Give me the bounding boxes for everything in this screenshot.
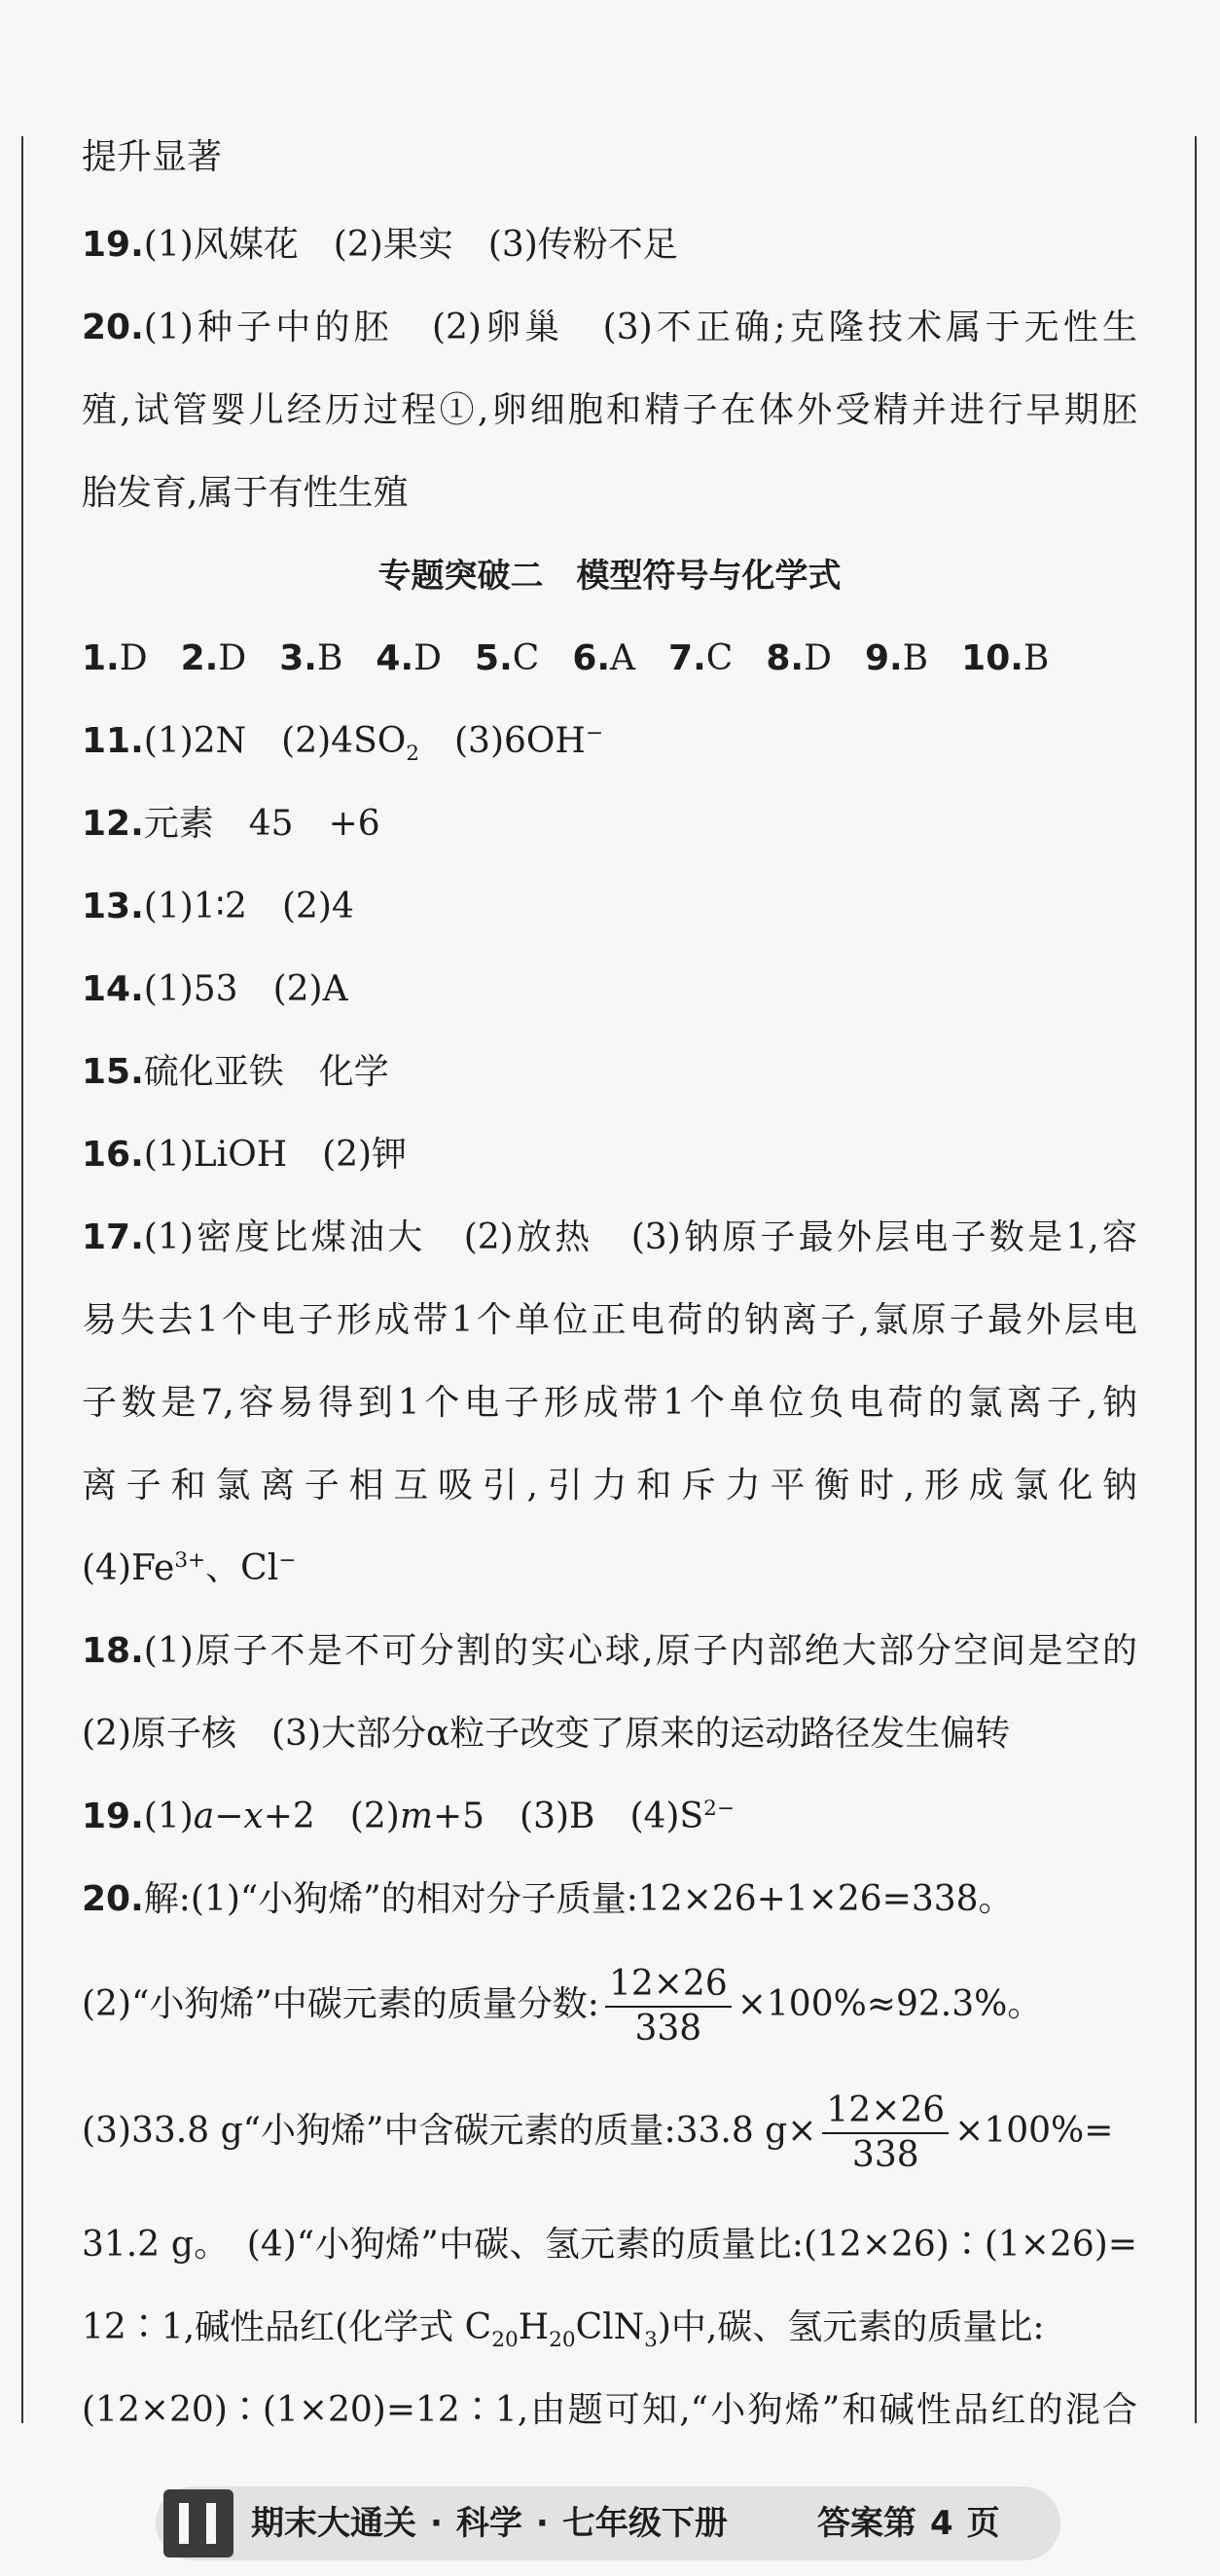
mcq-item xyxy=(668,638,733,678)
variable: x xyxy=(243,1796,264,1836)
subscript: 20 xyxy=(549,2328,576,2353)
answer-17-line1 xyxy=(82,1216,1137,1259)
mcq-item xyxy=(181,638,247,678)
question-number: 16. xyxy=(82,1135,144,1175)
question-number: 7. xyxy=(668,638,706,678)
answer-11 xyxy=(82,720,1137,767)
answer-text: (4)Fe xyxy=(82,1548,175,1588)
answer-20-line3: 胎发育,属于有性生殖 xyxy=(82,473,409,513)
answer-17-line2: 易失去1个电子形成带1个单位正电荷的钠离子,氯原子最外层电 xyxy=(82,1300,1137,1340)
question-number: 8. xyxy=(766,638,805,678)
question-number: 10. xyxy=(961,638,1023,678)
answer-18-line2: (2)原子核 (3)大部分α粒子改变了原来的运动路径发生偏转 xyxy=(82,1714,1011,1754)
footer-book-title xyxy=(251,2499,728,2548)
footer-subject: 科学 xyxy=(455,2504,522,2543)
answer-text: (1)风媒花 (2)果实 (3)传粉不足 xyxy=(143,225,678,265)
mcq-answer: A xyxy=(610,638,636,678)
subscript: 20 xyxy=(491,2328,519,2353)
question-number: 13. xyxy=(82,887,144,926)
mcq-answer: B xyxy=(316,638,343,678)
mcq-answer: B xyxy=(1023,638,1050,678)
answer-text: (3)33.8 g“小狗烯”中含碳元素的质量:33.8 g× xyxy=(82,2111,817,2151)
fraction-denominator: 338 xyxy=(634,2009,702,2049)
answer-20-calc-line1 xyxy=(82,1878,1137,1921)
question-number: 5. xyxy=(475,638,513,678)
question-number: 6. xyxy=(572,638,611,678)
question-number: 20. xyxy=(82,1879,144,1919)
answer-14 xyxy=(82,968,1137,1011)
answer-text: (1)53 (2)A xyxy=(143,969,348,1009)
page-number: 4 xyxy=(930,2504,953,2543)
question-number: 9. xyxy=(864,638,903,678)
answer-text: )中,碳、氢元素的质量比: xyxy=(657,2307,1045,2347)
mcq-answer: D xyxy=(218,638,247,678)
answer-text: +2 (2) xyxy=(263,1796,400,1836)
mcq-item xyxy=(572,638,635,678)
answer-19-biology xyxy=(82,224,1137,267)
answer-text: ×100%≈92.3%。 xyxy=(736,1984,1043,2024)
mcq-answer: C xyxy=(512,638,540,678)
question-number: 4. xyxy=(376,638,414,678)
answer-text: (3)6OH xyxy=(419,721,586,761)
mcq-answer: C xyxy=(705,638,734,678)
answer-20-calc-line4: 31.2 g。 (4)“小狗烯”中碳、氢元素的质量比:(12×26)∶(1×26)= xyxy=(82,2225,1137,2265)
answer-text: 12∶1,碱性品红(化学式 C xyxy=(82,2307,492,2347)
answer-text: (1)密度比煤油大 (2)放热 (3)钠原子最外层电子数是1,容 xyxy=(143,1217,1137,1257)
page-label: 答案第 xyxy=(817,2504,916,2543)
superscript: − xyxy=(585,721,603,745)
answer-text: ClN xyxy=(575,2307,645,2347)
mcq-item xyxy=(865,638,928,678)
mcq-item xyxy=(376,638,442,678)
footer-page-number xyxy=(817,2499,1014,2548)
variable: m xyxy=(399,1796,433,1836)
subscript: 2 xyxy=(406,742,420,767)
fraction-numerator: 12×26 xyxy=(605,1965,732,2008)
footer-separator: · xyxy=(535,2504,549,2543)
answer-16 xyxy=(82,1134,1137,1177)
fraction xyxy=(605,1965,732,2049)
fraction-denominator: 338 xyxy=(851,2135,919,2175)
answer-20-calc-line5 xyxy=(82,2306,1137,2353)
question-number: 2. xyxy=(180,638,219,678)
answer-20-calc-line6: (12×20)∶(1×20)=12∶1,由题可知,“小狗烯”和碱性品红的混合 xyxy=(82,2390,1137,2430)
mcq-answer: D xyxy=(413,638,443,678)
question-number: 15. xyxy=(82,1052,144,1092)
answer-17-line4: 离子和氯离子相互吸引,引力和斥力平衡时,形成氯化钠 xyxy=(82,1466,1137,1506)
question-number: 19. xyxy=(82,225,144,265)
subscript: 3 xyxy=(644,2328,658,2353)
question-number: 17. xyxy=(82,1217,144,1257)
answer-15 xyxy=(82,1051,1137,1094)
mcq-answer: D xyxy=(804,638,832,678)
answer-text: (1)2N (2)4SO xyxy=(143,721,407,761)
answer-20-calc-line2 xyxy=(82,1961,1137,2049)
answer-20-calc-line3 xyxy=(82,2087,1137,2175)
variable: a xyxy=(193,1796,215,1836)
left-border-line xyxy=(21,136,23,2423)
question-number: 14. xyxy=(82,969,144,1009)
answer-text: (1)1∶2 (2)4 xyxy=(143,887,354,926)
question-number: 18. xyxy=(82,1631,144,1671)
fraction-numerator: 12×26 xyxy=(822,2091,949,2134)
footer-separator: · xyxy=(430,2504,443,2543)
right-border-line xyxy=(1195,136,1197,2423)
answer-18-line1 xyxy=(82,1630,1137,1673)
answer-text: +5 (3)B (4)S xyxy=(432,1796,704,1836)
page-suffix: 页 xyxy=(966,2504,1000,2543)
footer-grade: 七年级下册 xyxy=(561,2504,728,2543)
answer-text: 元素 45 +6 xyxy=(143,804,380,844)
mcq-answers xyxy=(82,637,1137,680)
superscript: 2− xyxy=(703,1796,735,1821)
section-title: 专题突破二 模型符号与化学式 xyxy=(377,557,842,596)
answer-19-chem xyxy=(82,1796,1137,1838)
mcq-item xyxy=(82,638,148,678)
answer-12 xyxy=(82,803,1137,846)
answer-text: (1)LiOH (2)钾 xyxy=(143,1135,408,1175)
superscript: 3+ xyxy=(174,1548,206,1573)
mcq-item xyxy=(961,638,1049,678)
question-number: 3. xyxy=(279,638,317,678)
question-number: 19. xyxy=(82,1796,144,1836)
superscript: − xyxy=(278,1548,297,1573)
fraction xyxy=(822,2091,949,2175)
answer-text: ×100%= xyxy=(954,2111,1114,2151)
answer-13 xyxy=(82,886,1137,928)
answer-20-line2: 殖,试管婴儿经历过程①,卵细胞和精子在体外受精并进行早期胚 xyxy=(82,390,1137,430)
mcq-item xyxy=(279,638,342,678)
question-number: 20. xyxy=(82,308,144,347)
answer-text: 、Cl xyxy=(205,1548,279,1588)
answer-20-line1 xyxy=(82,307,1137,349)
brand-logo-icon xyxy=(163,2489,233,2558)
mcq-item xyxy=(766,638,832,678)
answer-17-line5 xyxy=(82,1547,1137,1590)
answer-text: (1)种子中的胚 (2)卵巢 (3)不正确;克隆技术属于无性生 xyxy=(143,308,1137,347)
answer-text: 解:(1)“小狗烯”的相对分子质量:12×26+1×26=338。 xyxy=(143,1879,1014,1919)
mcq-answer: D xyxy=(119,638,148,678)
footer-series: 期末大通关 xyxy=(251,2504,416,2543)
answer-text: (1) xyxy=(143,1796,194,1836)
line-prev-continued: 提升显著 xyxy=(82,137,223,177)
question-number: 11. xyxy=(82,721,144,761)
answer-text: (1)原子不是不可分割的实心球,原子内部绝大部分空间是空的 xyxy=(143,1631,1137,1671)
answer-text: − xyxy=(214,1796,244,1836)
answer-17-line3: 子数是7,容易得到1个电子形成带1个单位负电荷的氯离子,钠 xyxy=(82,1383,1137,1423)
mcq-answer: B xyxy=(902,638,929,678)
question-number: 12. xyxy=(82,804,144,844)
mcq-item xyxy=(475,638,539,678)
answer-text: H xyxy=(518,2307,550,2347)
question-number: 1. xyxy=(82,638,120,678)
answer-text: (2)“小狗烯”中碳元素的质量分数: xyxy=(82,1984,599,2024)
answer-text: 硫化亚铁 化学 xyxy=(143,1052,389,1092)
